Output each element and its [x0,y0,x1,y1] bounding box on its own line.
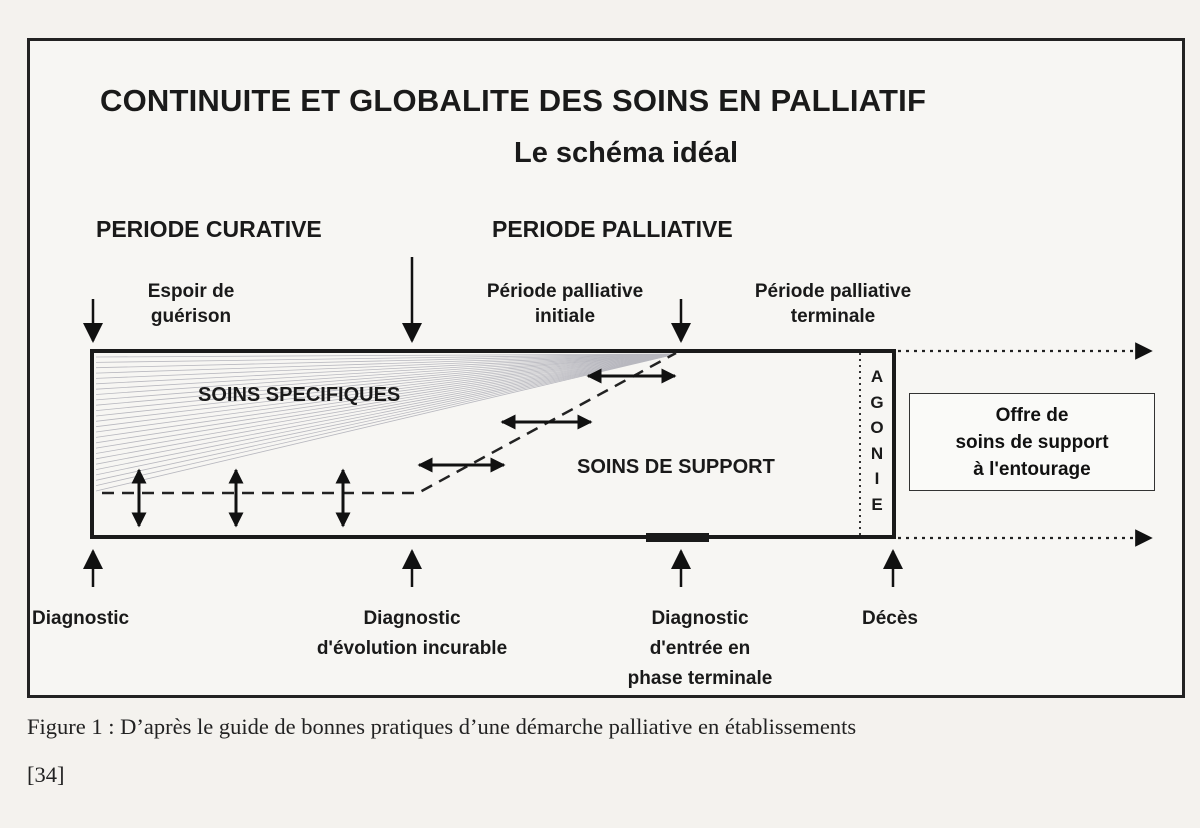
diagnosis-label: Diagnostic [32,608,130,629]
figure-caption [27,703,1167,799]
palliative-period-label: PERIODE PALLIATIVE [492,216,733,242]
caption-line-1: Figure 1 : D’après le guide de bonnes pratiques d’une démarche palliative en établissements [27,714,857,739]
diagram-frame [27,38,1185,698]
support-care-label: SOINS DE SUPPORT [577,456,775,478]
initial-palliative-label: Période palliative initiale [486,281,644,327]
death-label: Décès [862,608,918,629]
hope-of-cure-label: Espoir de guérison [147,281,235,327]
agony-label: A G O N I E [870,367,884,514]
terminal-diagnosis-label: Diagnostic d'entrée en phase terminale [627,608,773,689]
terminal-phase-marker [646,533,709,542]
family-support-box: Offre de soins de support à l'entourage [909,393,1155,491]
curative-period-label: PERIODE CURATIVE [96,216,322,242]
specific-care-label: SOINS SPECIFIQUES [198,384,401,406]
caption-line-2: [34] [27,762,65,787]
diagram-subtitle: Le schéma idéal [514,137,739,169]
terminal-palliative-label: Période palliative terminale [754,281,912,327]
diagram-title: CONTINUITE ET GLOBALITE DES SOINS EN PALLIATIF [100,83,927,118]
incurable-diagnosis-label: Diagnostic d'évolution incurable [316,608,508,659]
